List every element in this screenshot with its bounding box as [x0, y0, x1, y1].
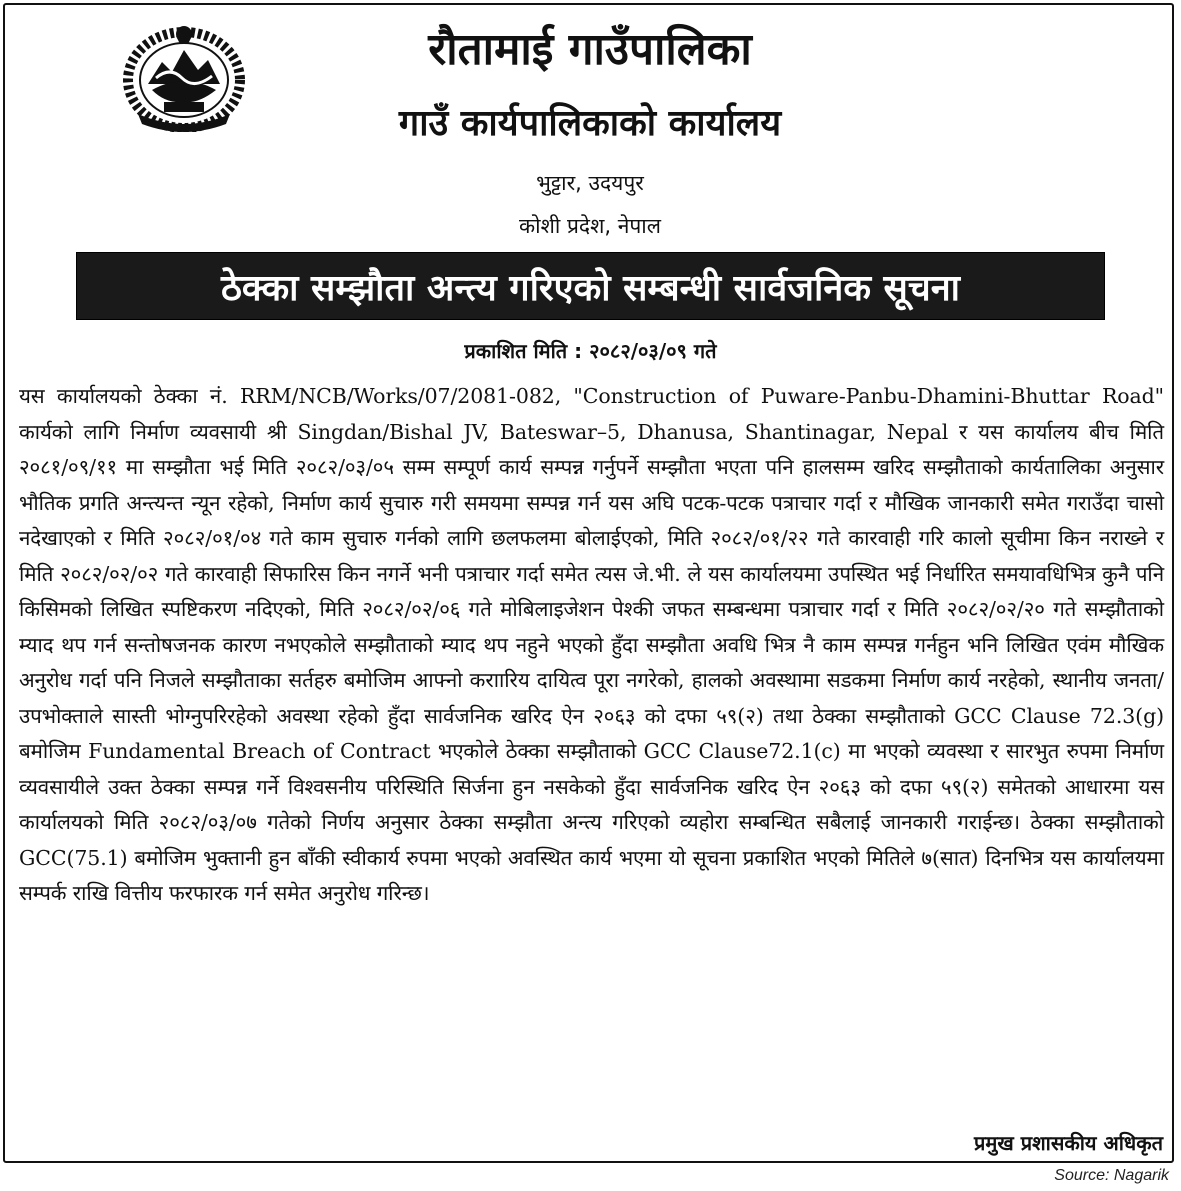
organization-name: रौतामाई गाउँपालिका: [428, 24, 752, 75]
notice-title: ठेक्का सम्झौता अन्त्य गरिएको सम्बन्धी सार्वजनिक सूचना: [220, 267, 961, 309]
notice-body: यस कार्यालयको ठेक्का नं. RRM/NCB/Works/07/2081-082, "Construction of Puware-Panbu-Dhamini-Bhuttar Road" कार्यको लागि निर्माण व्यवसायी श्री Singdan/Bishal JV, Bateswar–5, Dhanusa, Shantinagar, Nepal र यस कार्यालय बीच मिति २०८१/०९/११ मा सम्झौता भई मिति २०८२/०३/०५ सम्म सम्पूर्ण कार्य सम्पन्न गर्नुपर्ने सम्झौता भएता पनि हालसम्म खरिद सम्झौताको कार्यतालिका अनुसार भौतिक प्रगति अन्त्यन्त न्यून रहेको, निर्माण कार्य सुचारु गरी समयमा सम्पन्न गर्न यस अघि पटक-पटक पत्राचार गर्दा र मौखिक जानकारी समेत गराउँदा चासो नदेखाएको र मिति २०८२/०१/०४ गते काम सुचारु गर्नको लागि छलफलमा बोलाईएको, मिति २०८२/०१/२२ गते कारवाही गरि कालो सूचीमा किन नराख्ने र मिति २०८२/०२/०२ गते कारवाही सिफारिस किन नगर्ने भनी पत्राचार गर्दा समेत त्यस जे.भी. ले यस कार्यालयमा उपस्थित भई निर्धारित समयावधिभित्र कुनै पनि किसिमको लिखित स्पष्टिकरण नदिएको, मिति २०८२/०२/०६ गते मोबिलाइजेशन पेश्की जफत सम्बन्धमा पत्राचार गर्दा र मिति २०८२/०२/२० गते सम्झौताको म्याद थप गर्न सन्तोषजनक कारण नभएकोले सम्झौताको म्याद थप नहुने भएको हुँदा सम्झौता अवधि भित्र नै काम सम्पन्न गर्नहुन भनि लिखित एवंम मौखिक अनुरोध गर्दा पनि निजले सम्झौताका सर्तहरु बमोजिम आफ्नो कराारिय दायित्व पूरा नगरेको, हालको अवस्थामा सडकमा निर्माण कार्य नरहेको, स्थानीय जनता/उपभोक्ताले सास्ती भोग्नुपरिरहेको अवस्था रहेको हुँदा सार्वजनिक खरिद ऐन २०६३ को दफा ५९(२) तथा ठेक्का सम्झौताको GCC Clause 72.3(g) बमोजिम Fundamental Breach of Contract भएकोले ठेक्का सम्झौताको GCC Clause72.1(c) मा भएको व्यवस्था र सारभुत रुपमा निर्माण व्यवसायीले उक्त ठेक्का सम्पन्न गर्ने विश्वसनीय परिस्थिति सिर्जना हुन नसकेको हुँदा सार्वजनिक खरिद ऐन २०६३ को दफा ५९(२) समेतको आधारमा यस कार्यालयको मिति २०८२/०३/०७ गतेको निर्णय अनुसार ठेक्का सम्झौता अन्त्य गरिएको व्यहोरा सम्बन्धित सबैलाई जानकारी गराईन्छ। ठेक्का सम्झौताको GCC(75.1) बमोजिम भुक्तानी हुन बाँकी स्वीकार्य रुपमा भएको अवस्थित कार्य भएमा यो सूचना प्रकाशित भएको मितिले ७(सात) दिनभित्र यस कार्यालयमा सम्पर्क राखि वित्तीय फरफारक गर्न समेत अनुरोध गरिन्छ।: [19, 384, 1164, 905]
address-line-2: कोशी प्रदेश, नेपाल: [519, 214, 661, 238]
source-credit: Source: Nagarik: [1054, 1167, 1169, 1184]
address-line-1: भुट्टार, उदयपुर: [536, 171, 644, 195]
office-name: गाउँ कार्यपालिकाको कार्यालय: [398, 103, 782, 144]
signatory: प्रमुख प्रशासकीय अधिकृत: [974, 1131, 1163, 1155]
nepal-government-emblem-icon: [118, 22, 250, 132]
notice-title-banner: [77, 253, 1104, 319]
published-date: प्रकाशित मिति : २०८२/०३/०९ गते: [464, 339, 717, 363]
